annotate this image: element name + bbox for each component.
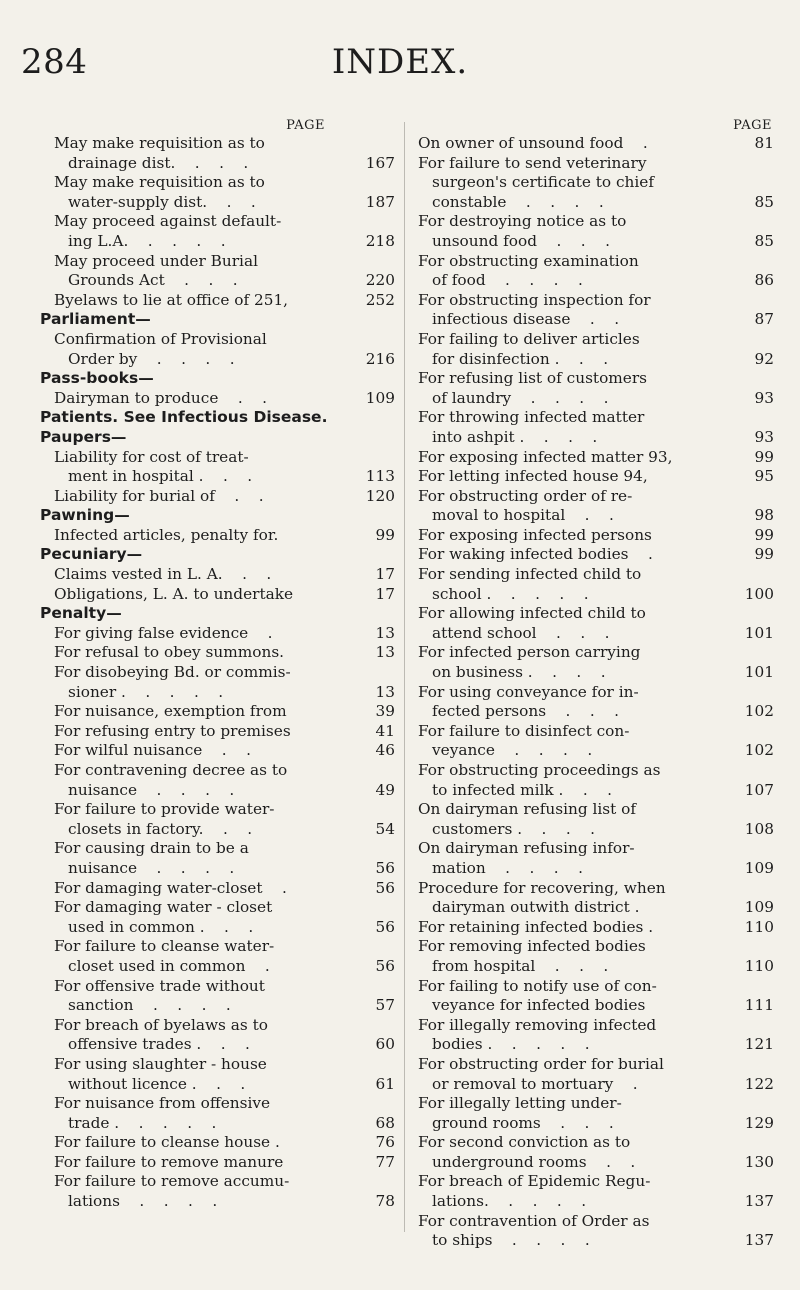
page-reference: 13: [375, 623, 395, 642]
entry-text: For failing to notify use of con-: [418, 976, 657, 995]
page-reference: 99: [754, 447, 774, 466]
index-entry: [418, 1133, 774, 1153]
page-reference: 101: [744, 663, 774, 682]
index-entry: [418, 937, 774, 957]
page-reference: 109: [744, 898, 774, 917]
index-entry: [418, 271, 774, 291]
entry-text: customers . . . .: [432, 819, 596, 838]
entry-text: For refusing entry to premises: [54, 721, 291, 740]
entry-text: nuisance . . . .: [68, 780, 235, 799]
index-entry: [40, 1133, 395, 1153]
entry-text: used in common . . .: [68, 917, 254, 936]
index-entry: [40, 683, 395, 703]
index-entry: [418, 467, 774, 487]
page-reference: 252: [365, 290, 395, 309]
index-entry: [40, 1192, 395, 1212]
index-entry: [418, 604, 774, 624]
page-reference: 76: [375, 1133, 395, 1152]
entry-text: infectious disease . .: [432, 310, 620, 329]
page-reference: 77: [375, 1152, 395, 1171]
entry-text: For wilful nuisance . .: [54, 741, 251, 760]
index-entry: [418, 545, 774, 565]
entry-text: of food . . . .: [432, 271, 583, 290]
index-entry: [40, 565, 395, 585]
index-entry: [418, 1231, 774, 1251]
index-entry: [418, 1172, 774, 1192]
page-reference: 56: [375, 878, 395, 897]
index-entry: [418, 252, 774, 272]
index-entry: [418, 506, 774, 526]
index-entry: [40, 212, 395, 232]
index-entry: [418, 487, 774, 507]
entry-text: moval to hospital . .: [432, 506, 614, 525]
entry-text: For refusal to obey summons.: [54, 643, 285, 662]
page-reference: 17: [375, 565, 395, 584]
index-entry: [418, 663, 774, 683]
entry-text: On dairyman refusing list of: [418, 800, 636, 819]
index-entry: [418, 428, 774, 448]
index-entry: [418, 389, 774, 409]
page-reference: 137: [744, 1231, 774, 1250]
index-entry: [418, 761, 774, 781]
entry-text: For contravening decree as to: [54, 761, 288, 779]
page-reference: 120: [365, 486, 395, 505]
entry-text: For exposing infected persons: [418, 525, 652, 544]
index-entry: [418, 996, 774, 1016]
page-reference: 93: [754, 427, 774, 446]
index-entry: [418, 1094, 774, 1114]
entry-text: For contravention of Order as: [418, 1211, 650, 1230]
entry-text: bodies . . . . .: [432, 1035, 590, 1054]
entry-text: For letting infected house 94,: [418, 467, 648, 486]
entry-text: surgeon's certificate to chief: [432, 173, 655, 192]
entry-text: attend school . . .: [432, 623, 610, 642]
index-entry: [40, 448, 395, 468]
index-entry: [40, 820, 395, 840]
index-entry: [40, 624, 395, 644]
index-entry: [418, 741, 774, 761]
entry-text: without licence . . .: [68, 1074, 246, 1093]
entry-text: Penalty—: [40, 604, 122, 623]
entry-text: closet used in common .: [68, 956, 270, 975]
entry-text: For obstructing inspection for: [418, 290, 651, 309]
index-entry: [418, 918, 774, 938]
index-entry: [40, 389, 395, 409]
page-column-label: PAGE: [733, 118, 772, 133]
page-reference: 100: [744, 584, 774, 603]
index-entry: [418, 683, 774, 703]
entry-text: For failure to cleanse house .: [54, 1133, 280, 1152]
index-entry: [40, 879, 395, 899]
index-heading: [40, 369, 395, 389]
index-entry: [40, 702, 395, 722]
page-reference: 187: [365, 192, 395, 211]
index-entry: [40, 330, 395, 350]
entry-text: On owner of unsound food .: [418, 134, 648, 152]
index-entry: [418, 879, 774, 899]
entry-text: Patients. See Infectious Disease.: [40, 408, 328, 427]
index-entry: [40, 154, 395, 174]
index-entry: [418, 526, 774, 546]
entry-text: Grounds Act . . .: [68, 271, 238, 290]
entry-text: of laundry . . . .: [432, 388, 609, 407]
index-entry: [40, 252, 395, 272]
page-reference: 93: [754, 388, 774, 407]
entry-text: For failure to remove accumu-: [54, 1172, 290, 1191]
entry-text: offensive trades . . .: [68, 1035, 250, 1054]
page-reference: 109: [744, 858, 774, 877]
entry-text: For failure to provide water-: [54, 800, 275, 819]
page-reference: 85: [754, 231, 774, 250]
page-reference: 99: [754, 525, 774, 544]
page-reference: 99: [375, 525, 395, 544]
index-entry: [418, 957, 774, 977]
index-entry: [40, 839, 395, 859]
entry-text: sanction . . . .: [68, 996, 231, 1015]
index-entry: [40, 232, 395, 252]
index-entry: [40, 585, 395, 605]
entry-text: For removing infected bodies: [418, 937, 646, 956]
page-reference: 107: [744, 780, 774, 799]
page-reference: 81: [754, 134, 774, 152]
page-reference: 102: [744, 741, 774, 760]
index-entry: [40, 271, 395, 291]
page-reference: 121: [744, 1035, 774, 1054]
entry-text: For sending infected child to: [418, 565, 642, 584]
page-reference: 49: [375, 780, 395, 799]
entry-text: For refusing list of customers: [418, 369, 648, 388]
page-reference: 218: [365, 231, 395, 250]
index-entry: [418, 1114, 774, 1134]
entry-text: May make requisition as to: [54, 134, 265, 152]
page-reference: 78: [375, 1192, 395, 1211]
page-reference: 111: [744, 996, 774, 1015]
index-entry: [418, 643, 774, 663]
entry-text: For nuisance, exemption from: [54, 702, 287, 721]
entry-text: For illegally removing infected: [418, 1015, 657, 1034]
index-heading: [40, 310, 395, 330]
entry-text: For damaging water-closet .: [54, 878, 287, 897]
page-reference: 46: [375, 741, 395, 760]
entry-text: water-supply dist. . .: [68, 192, 256, 211]
entry-text: Order by . . . .: [68, 349, 235, 368]
entry-text: sioner . . . . .: [68, 682, 224, 701]
entry-text: Paupers—: [40, 427, 127, 446]
entry-text: dairyman outwith district .: [432, 898, 640, 917]
page-reference: 122: [744, 1074, 774, 1093]
entry-text: For failing to deliver articles: [418, 329, 640, 348]
entry-text: For disobeying Bd. or commis-: [54, 663, 291, 682]
entry-text: unsound food . . .: [432, 231, 610, 250]
page-reference: 113: [365, 467, 395, 486]
index-entry: [40, 937, 395, 957]
page-number: 284: [21, 42, 88, 82]
entry-text: trade . . . . .: [68, 1113, 217, 1132]
entry-text: For obstructing order for burial: [418, 1054, 664, 1073]
index-entry: [418, 585, 774, 605]
entry-text: For obstructing proceedings as: [418, 761, 661, 779]
page-reference: 39: [375, 702, 395, 721]
index-entry: [40, 859, 395, 879]
page-reference: 13: [375, 682, 395, 701]
page-reference: 109: [365, 388, 395, 407]
entry-text: nuisance . . . .: [68, 858, 235, 877]
page-reference: 56: [375, 956, 395, 975]
entry-text: For exposing infected matter 93,: [418, 447, 673, 466]
running-title: INDEX.: [331, 42, 469, 82]
entry-text: For failure to disinfect con-: [418, 721, 630, 740]
page-reference: 13: [375, 643, 395, 662]
index-entry: [40, 1094, 395, 1114]
page-reference: 137: [744, 1192, 774, 1211]
entry-text: For illegally letting under-: [418, 1094, 622, 1113]
index-entry: [40, 741, 395, 761]
page-reference: 216: [365, 349, 395, 368]
entry-text: Pass-books—: [40, 369, 154, 388]
entry-text: Liability for burial of . .: [54, 486, 264, 505]
entry-text: into ashpit . . . .: [432, 427, 598, 446]
entry-text: For giving false evidence .: [54, 623, 273, 642]
entry-text: Liability for cost of treat-: [54, 447, 249, 466]
page-reference: 129: [744, 1113, 774, 1132]
entry-text: constable . . . .: [432, 192, 604, 211]
entry-text: Byelaws to lie at office of 251,: [54, 290, 289, 309]
index-entry: [418, 1035, 774, 1055]
index-entry: [40, 134, 395, 154]
index-entry: [418, 839, 774, 859]
entry-text: veyance . . . .: [432, 741, 593, 760]
entry-text: to ships . . . .: [432, 1231, 590, 1250]
entry-text: On dairyman refusing infor-: [418, 839, 635, 858]
index-entry: [418, 173, 774, 193]
index-entry: [40, 663, 395, 683]
page-reference: 101: [744, 623, 774, 642]
index-entry: [418, 1153, 774, 1173]
index-entry: [40, 1114, 395, 1134]
entry-text: Pecuniary—: [40, 545, 143, 564]
entry-text: Procedure for recovering, when: [418, 878, 666, 897]
entry-text: or removal to mortuary .: [432, 1074, 638, 1093]
index-entry: [418, 408, 774, 428]
index-entry: [418, 898, 774, 918]
index-entry: [40, 173, 395, 193]
index-entry: [40, 193, 395, 213]
page-reference: 95: [754, 467, 774, 486]
entry-text: For damaging water - closet: [54, 898, 273, 917]
entry-text: For using conveyance for in-: [418, 682, 639, 701]
entry-text: fected persons . . .: [432, 702, 619, 721]
page-reference: 86: [754, 271, 774, 290]
index-entry: [40, 761, 395, 781]
entry-text: For breach of byelaws as to: [54, 1015, 268, 1034]
index-entry: [418, 1016, 774, 1036]
index-entry: [40, 291, 395, 311]
index-entry: [418, 154, 774, 174]
entry-text: school . . . . .: [432, 584, 589, 603]
index-entry: [40, 467, 395, 487]
entry-text: May make requisition as to: [54, 173, 265, 192]
page-reference: 110: [744, 956, 774, 975]
page-column-label: PAGE: [286, 118, 325, 133]
page-reference: 108: [744, 819, 774, 838]
entry-text: For throwing infected matter: [418, 408, 645, 427]
page-reference: 99: [754, 545, 774, 564]
entry-text: veyance for infected bodies: [432, 996, 646, 1015]
index-heading: [40, 545, 395, 565]
index-entry: [418, 722, 774, 742]
entry-text: For failure to cleanse water-: [54, 937, 275, 956]
index-entry: [418, 1192, 774, 1212]
page-reference: 167: [365, 153, 395, 172]
page-reference: 57: [375, 996, 395, 1015]
index-entry: [40, 996, 395, 1016]
index-entry: [418, 565, 774, 585]
page-reference: 17: [375, 584, 395, 603]
index-entry: [418, 820, 774, 840]
index-heading: [40, 428, 395, 448]
entry-text: For failure to send veterinary: [418, 153, 647, 172]
page-reference: 56: [375, 858, 395, 877]
entry-text: Pawning—: [40, 506, 130, 525]
index-entry: [418, 350, 774, 370]
index-entries-left: [40, 134, 395, 1212]
entry-text: For breach of Epidemic Regu-: [418, 1172, 651, 1191]
column-divider: [404, 122, 405, 1232]
entry-text: underground rooms . .: [432, 1152, 636, 1171]
page-reference: 130: [744, 1152, 774, 1171]
page-reference: 110: [744, 917, 774, 936]
index-entry: [40, 1016, 395, 1036]
index-entry: [40, 1035, 395, 1055]
index-entry: [40, 898, 395, 918]
index-entry: [418, 702, 774, 722]
entry-text: For obstructing examination: [418, 251, 639, 270]
entry-text: ground rooms . . .: [432, 1113, 614, 1132]
page-reference: 60: [375, 1035, 395, 1054]
entry-text: For allowing infected child to: [418, 604, 646, 623]
index-entry: [40, 643, 395, 663]
entry-text: Claims vested in L. A. . .: [54, 565, 272, 584]
index-entry: [418, 448, 774, 468]
index-entry: [40, 1075, 395, 1095]
entry-text: Dairyman to produce . .: [54, 388, 267, 407]
index-entry: [418, 232, 774, 252]
index-entry: [40, 350, 395, 370]
entry-text: For second conviction as to: [418, 1133, 631, 1152]
entry-text: May proceed under Burial: [54, 251, 258, 270]
index-entry: [418, 859, 774, 879]
entry-text: ing L.A. . . . .: [68, 231, 226, 250]
entry-text: closets in factory. . .: [68, 819, 253, 838]
page-reference: 41: [375, 721, 395, 740]
entry-text: For failure to remove manure: [54, 1152, 284, 1171]
index-heading: [40, 408, 395, 428]
index-entry: [40, 1055, 395, 1075]
index-entry: [418, 193, 774, 213]
index-entry: [418, 212, 774, 232]
entry-text: For infected person carrying: [418, 643, 641, 662]
entry-text: mation . . . .: [432, 858, 583, 877]
index-entry: [418, 977, 774, 997]
index-entry: [40, 977, 395, 997]
page-header: [0, 42, 800, 92]
index-entry: [40, 487, 395, 507]
index-entry: [418, 330, 774, 350]
entry-text: to infected milk . . .: [432, 780, 613, 799]
index-entry: [418, 291, 774, 311]
entry-text: May proceed against default-: [54, 212, 282, 231]
entry-text: for disinfection . . .: [432, 349, 609, 368]
page-reference: 85: [754, 192, 774, 211]
entry-text: on business . . . .: [432, 663, 606, 682]
index-entry: [418, 369, 774, 389]
page-reference: 220: [365, 271, 395, 290]
index-entry: [40, 1172, 395, 1192]
index-entry: [418, 781, 774, 801]
index-entry: [418, 800, 774, 820]
page-reference: 102: [744, 702, 774, 721]
index-heading: [40, 506, 395, 526]
entry-text: Parliament—: [40, 310, 151, 329]
page-reference: 54: [375, 819, 395, 838]
index-column-left: [40, 118, 395, 1212]
entry-text: Obligations, L. A. to undertake: [54, 584, 294, 603]
page-reference: 92: [754, 349, 774, 368]
entry-text: For nuisance from offensive: [54, 1094, 271, 1113]
index-entry: [418, 624, 774, 644]
entry-text: For destroying notice as to: [418, 212, 627, 231]
index-entry: [40, 722, 395, 742]
index-entry: [40, 781, 395, 801]
index-entry: [40, 800, 395, 820]
index-entry: [40, 918, 395, 938]
entry-text: For offensive trade without: [54, 976, 265, 995]
entry-text: For retaining infected bodies .: [418, 917, 654, 936]
entry-text: For causing drain to be a: [54, 839, 249, 858]
entry-text: drainage dist. . . .: [68, 153, 249, 172]
index-entry: [418, 1075, 774, 1095]
entry-text: For obstructing order of re-: [418, 486, 633, 505]
entry-text: For using slaughter - house: [54, 1054, 267, 1073]
index-column-right: [418, 118, 774, 1251]
entry-text: ment in hospital . . .: [68, 467, 253, 486]
index-entry: [40, 526, 395, 546]
index-heading: [40, 604, 395, 624]
page-reference: 68: [375, 1113, 395, 1132]
index-entry: [418, 1055, 774, 1075]
page-reference: 98: [754, 506, 774, 525]
index-entries-right: [418, 134, 774, 1251]
index-entry: [418, 310, 774, 330]
entry-text: Infected articles, penalty for.: [54, 525, 279, 544]
entry-text: lations. . . . .: [432, 1192, 587, 1211]
index-entry: [418, 134, 774, 154]
entry-text: For waking infected bodies .: [418, 545, 653, 564]
entry-text: from hospital . . .: [432, 956, 609, 975]
entry-text: lations . . . .: [68, 1192, 218, 1211]
page-reference: 56: [375, 917, 395, 936]
index-entry: [40, 1153, 395, 1173]
index-entry: [40, 957, 395, 977]
index-entry: [418, 1212, 774, 1232]
page-reference: 61: [375, 1074, 395, 1093]
entry-text: Confirmation of Provisional: [54, 329, 267, 348]
page-reference: 87: [754, 310, 774, 329]
